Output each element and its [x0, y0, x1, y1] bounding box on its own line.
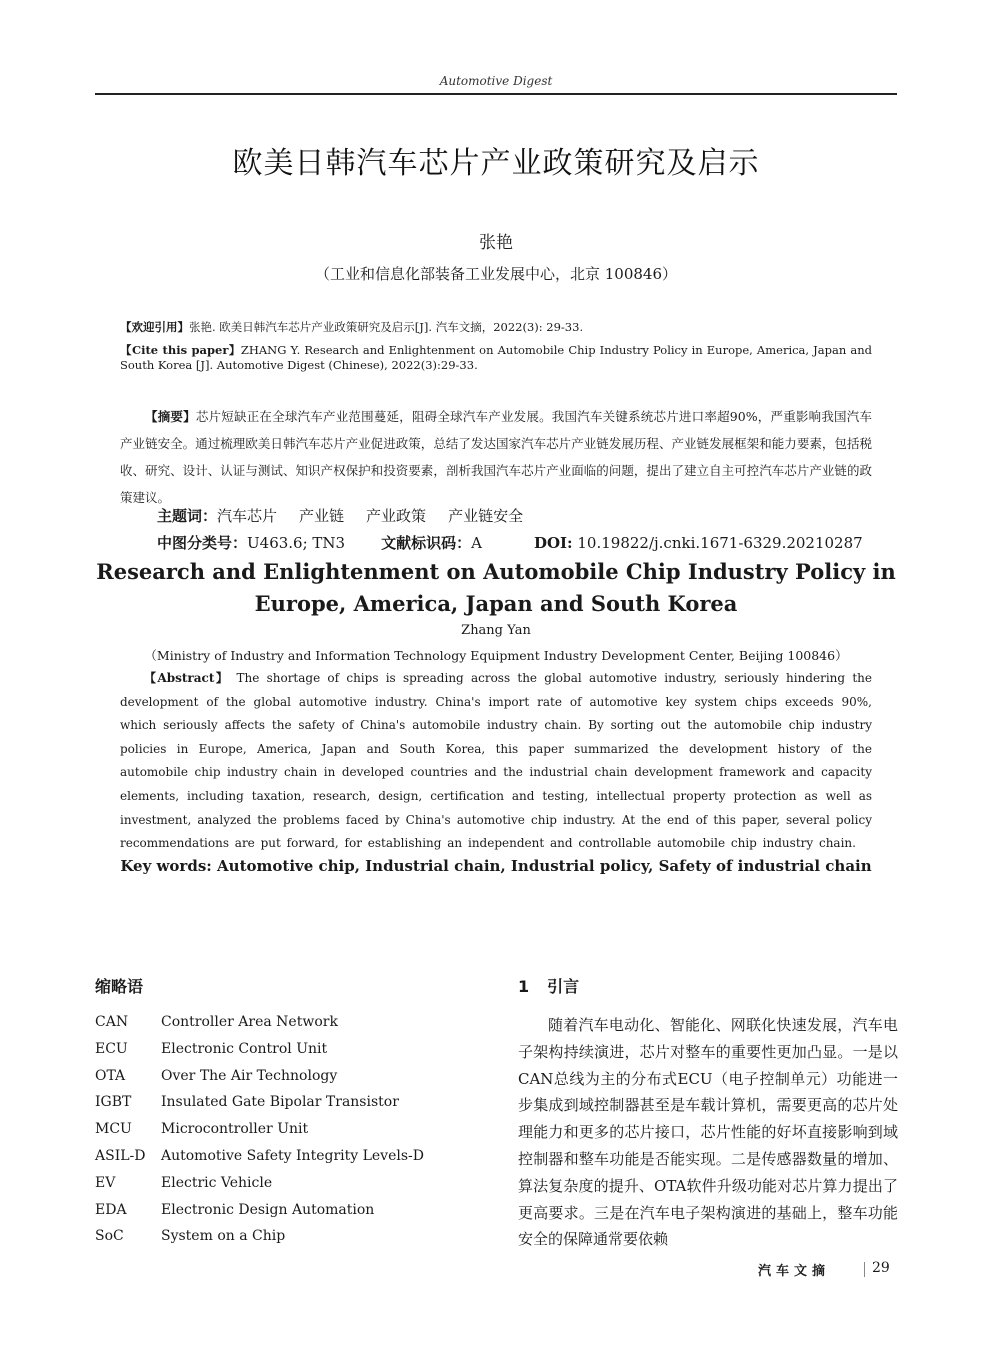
abstract-cn [120, 403, 872, 511]
abbreviation-full: Electric Vehicle [161, 1174, 273, 1191]
citation-en-text: ZHANG Y. Research and Enlightenment on Automobile Chip Industry Policy in Europe, America, Japan and South Korea [J]. Automotive Digest (Chinese), 2022(3):29-33. [120, 343, 872, 372]
abbreviation: EDA [95, 1201, 127, 1218]
citation-cn-label: 【欢迎引用】 [120, 320, 189, 334]
doc-code-value: A [471, 534, 482, 552]
abbreviation-full: Microcontroller Unit [161, 1121, 309, 1138]
abbreviation-full: Automotive Safety Integrity Levels-D [161, 1147, 424, 1164]
paper-title-cn: 欧美日韩汽车芯片产业政策研究及启示 [232, 146, 760, 181]
abbreviation-row [95, 1068, 495, 1095]
affiliation-cn: （工业和信息化部装备工业发展中心，北京 100846） [314, 265, 678, 283]
doc-code-label: 文献标识码： [381, 534, 472, 552]
abstract-cn-text: 芯片短缺正在全球汽车产业范围蔓延，阻碍全球汽车产业发展。我国汽车关键系统芯片进口率超90%，严重影响我国汽车产业链安全。通过梳理欧美日韩汽车芯片产业促进政策，总结了发达国家汽车芯片产业链发展历程、产业链发展框架和能力要素，包括税收、研究、设计、认证与测试、知识产权保护和投资要素，剖析我国汽车芯片产业面临的问题，提出了建立自主可控汽车芯片产业链的政策建议。 [120, 409, 872, 505]
author-en: Zhang Yan [461, 623, 531, 638]
intro-paragraph: 随着汽车电动化、智能化、网联化快速发展，汽车电子架构持续演进，芯片对整车的重要性更加凸显。一是以CAN总线为主的分布式ECU（电子控制单元）功能进一步集成到域控制器甚至是车载计算机，需要更高的芯片处理能力和更多的芯片接口，芯片性能的好坏直接影响到域控制器和整车功能是否能实现。二是传感器数量的增加、算法复杂度的提升、OTA软件升级功能对芯片算力提出了更高要求。三是在汽车电子架构演进的基础上，整车功能安全的保障通常要依赖 [518, 1016, 898, 1249]
abbreviation-row [95, 1148, 495, 1175]
abstract-en [120, 667, 872, 856]
keyword-cn: 汽车芯片 [217, 507, 278, 525]
abbreviations-heading: 缩略语 [95, 977, 144, 996]
abbreviation-row [95, 1041, 495, 1068]
doi-label: DOI: [533, 534, 573, 552]
abbreviation: EV [95, 1174, 116, 1191]
abbreviation-row [95, 1014, 495, 1041]
abbreviation-row [95, 1202, 495, 1229]
abbreviation-row [95, 1175, 495, 1202]
abbreviation-full: Over The Air Technology [161, 1067, 338, 1084]
citation-en [120, 343, 872, 373]
keywords-cn [157, 505, 877, 526]
citation-cn [120, 320, 872, 335]
abbreviation-full: Electronic Design Automation [161, 1201, 375, 1218]
abstract-en-text: The shortage of chips is spreading across the global automotive industry, seriously hindering the development of the global automotive industry. China's import rate of automotive key system chips exceeds 90%, which seriously affects the safety of China's automobile industry chain. By sorting out the automobile chip industry policies in Europe, America, Japan and South Korea, this paper summarized the development history of the automobile chip industry chain in developed countries and the industrial chain development framework and capacity elements, including taxation, research, design, certification and testing, intellectual property protection as well as investment, analyzed the problems faced by China's automotive chip industry. At the end of this paper, several policy recommendations are put forward, for establishing an independent and controllable automobile chip industry chain. [120, 671, 872, 851]
keyword-cn: 产业政策 [366, 507, 427, 525]
page-number: 29 [872, 1260, 890, 1276]
author-cn: 张艳 [479, 233, 513, 253]
section-heading-intro [518, 974, 579, 997]
doi-value: 10.19822/j.cnki.1671-6329.20210287 [577, 534, 863, 552]
affiliation-en: （Ministry of Industry and Information Technology Equipment Industry Development Center, Beijing 100846） [144, 648, 848, 663]
paper-title-en [95, 556, 897, 620]
header-rule [95, 93, 897, 95]
running-head: Automotive Digest [439, 74, 553, 88]
section-number: 1 [518, 977, 530, 996]
abbreviations-list [95, 1014, 495, 1255]
abbreviation-full: Insulated Gate Bipolar Transistor [161, 1094, 399, 1111]
abbreviation: IGBT [95, 1094, 132, 1111]
footer-divider [864, 1262, 865, 1277]
abbreviation: SoC [95, 1228, 124, 1245]
keyword-cn: 产业链安全 [448, 507, 524, 525]
abbreviation-full: Electronic Control Unit [161, 1040, 328, 1057]
abbreviation: MCU [95, 1121, 132, 1138]
abbreviation-full: Controller Area Network [161, 1014, 338, 1030]
abbreviation-row [95, 1228, 495, 1255]
abbreviation-row [95, 1094, 495, 1121]
abbreviation: ASIL-D [95, 1147, 146, 1164]
citation-en-label: 【Cite this paper】 [120, 343, 241, 357]
keywords-cn-label: 主题词： [157, 507, 218, 525]
clc-value: U463.6; TN3 [247, 534, 346, 552]
abstract-en-label: 【Abstract】 [144, 671, 230, 685]
footer-journal-name: 汽车文摘 [758, 1264, 831, 1279]
keywords-en: Key words: Automotive chip, Industrial chain, Industrial policy, Safety of industrial chain [120, 857, 872, 875]
abbreviation: CAN [95, 1014, 129, 1030]
abstract-cn-label: 【摘要】 [145, 409, 196, 424]
citation-cn-text: 张艳. 欧美日韩汽车芯片产业政策研究及启示[J]. 汽车文摘，2022(3): 29-33. [189, 320, 584, 334]
section-title: 引言 [547, 977, 580, 996]
paper-title-en-line1: Research and Enlightenment on Automobile Chip Industry Policy in [96, 559, 896, 584]
paper-title-en-line2: Europe, America, Japan and South Korea [254, 591, 738, 616]
classification-line [157, 532, 897, 553]
abbreviation: OTA [95, 1067, 126, 1084]
abbreviation: ECU [95, 1040, 128, 1057]
clc-label: 中图分类号： [157, 534, 248, 552]
abbreviation-full: System on a Chip [161, 1228, 286, 1245]
keyword-cn: 产业链 [299, 507, 345, 525]
abbreviation-row [95, 1121, 495, 1148]
